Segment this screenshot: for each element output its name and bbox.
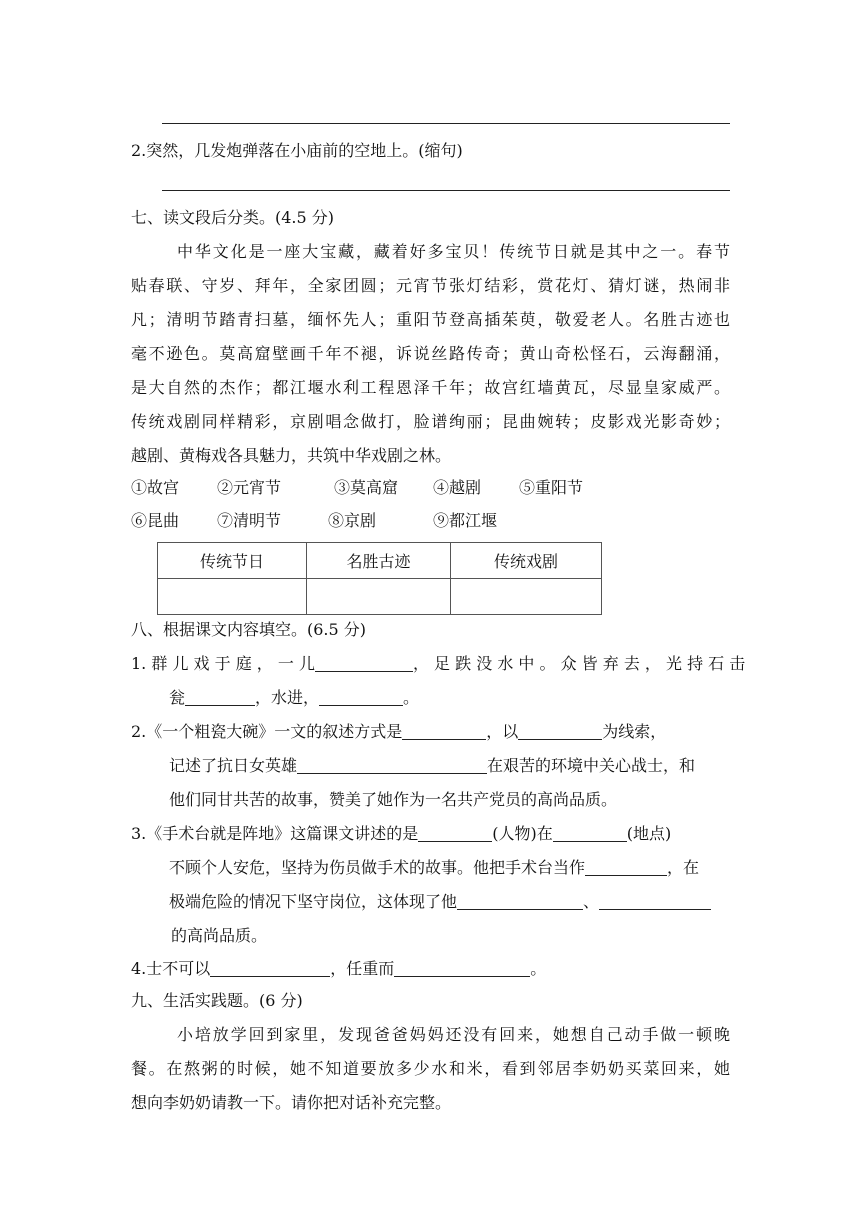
sec7-passage-line: 越剧、黄梅戏各具魅力，共筑中华戏剧之林。 — [131, 446, 452, 465]
q8-3-line-4: 的高尚品质。 — [171, 926, 268, 945]
fill-blank[interactable] — [210, 960, 330, 977]
option-item: ⑥昆曲 — [131, 511, 180, 530]
q8-2-text: ，以 — [486, 722, 519, 741]
option-item: ②元宵节 — [217, 478, 282, 497]
sec9-passage-line: 想向李奶奶请教一下。请你把对话补充完整。 — [131, 1093, 452, 1112]
fill-blank[interactable] — [553, 825, 627, 842]
sec9-heading: 九、生活实践题。(6 分) — [131, 991, 303, 1010]
table-header: 名胜古迹 — [307, 543, 451, 579]
table-header: 传统节日 — [158, 543, 307, 579]
table-header: 传统戏剧 — [451, 543, 602, 579]
fill-blank[interactable] — [315, 655, 413, 672]
sec9-passage-line: 餐。在熬粥的时候，她不知道要放多少水和米，看到邻居李奶奶买菜回来，她 — [131, 1059, 730, 1078]
option-item: ⑨都江堰 — [433, 511, 498, 530]
sec7-passage-line: 中华文化是一座大宝藏，藏着好多宝贝！传统节日就是其中之一。春节 — [177, 242, 730, 261]
sec7-passage-line: 贴春联、守岁、拜年，全家团圆；元宵节张灯结彩，赏花灯、猜灯谜，热闹非 — [131, 276, 730, 295]
option-item: ④越剧 — [433, 478, 482, 497]
q8-4-text: ，任重而 — [330, 959, 395, 978]
fill-blank[interactable] — [599, 893, 711, 910]
fill-blank[interactable] — [394, 960, 530, 977]
q8-3-text: 、 — [583, 892, 600, 911]
q8-3-text: (人物)在 — [492, 824, 553, 843]
option-item: ①故宫 — [131, 478, 180, 497]
q8-3-line-1 — [131, 824, 731, 844]
fill-blank[interactable] — [457, 893, 583, 910]
option-item: ⑦清明节 — [217, 511, 282, 530]
sec7-heading: 七、读文段后分类。(4.5 分) — [131, 208, 335, 227]
sec9-passage-line: 小培放学回到家里，发现爸爸妈妈还没有回来，她想自己动手做一顿晚 — [177, 1025, 730, 1044]
fill-blank[interactable] — [585, 859, 667, 876]
q8-2-text: 为线索， — [602, 722, 667, 741]
fill-blank[interactable] — [402, 723, 486, 740]
q8-1-text: 。 — [403, 688, 420, 707]
q8-1-text: 1. 群 儿 戏 于 庭 ， 一 儿 — [131, 654, 315, 673]
q2-text: 2.突然，几发炮弹落在小庙前的空地上。(缩句) — [131, 141, 463, 160]
sec7-passage-line: 传统戏剧同样精彩，京剧唱念做打，脸谱绚丽；昆曲婉转；皮影戏光影奇妙； — [131, 412, 730, 431]
q8-2-line-3: 他们同甘共苦的故事，赞美了她作为一名共产党员的高尚品质。 — [169, 790, 618, 809]
q8-3-text: 极端危险的情况下坚守岗位，这体现了他 — [169, 892, 458, 911]
sec7-passage-line: 是大自然的杰作；都江堰水利工程恩泽千年；故宫红墙黄瓦，尽显皇家威严。 — [131, 378, 730, 397]
q8-3-line-2 — [169, 858, 769, 878]
option-item: ⑧京剧 — [328, 511, 377, 530]
option-item: ⑤重阳节 — [519, 478, 584, 497]
answer-line-1[interactable] — [162, 123, 730, 124]
fill-blank[interactable] — [297, 757, 487, 774]
q8-2-line-2 — [169, 756, 769, 776]
sec8-heading: 八、根据课文内容填空。(6.5 分) — [131, 620, 367, 639]
sec7-passage-line: 凡；清明节踏青扫墓，缅怀先人；重阳节登高插茱萸，敬爱老人。名胜古迹也 — [131, 310, 730, 329]
fill-blank[interactable] — [418, 825, 492, 842]
q8-2-text: 2.《一个粗瓷大碗》一文的叙述方式是 — [131, 722, 403, 741]
q8-2-line-1 — [131, 722, 731, 742]
answer-line-2[interactable] — [162, 190, 730, 191]
q8-3-text: (地点) — [626, 824, 672, 843]
table-answer-cell[interactable] — [451, 579, 602, 615]
q8-4-text: 。 — [530, 959, 547, 978]
q8-1-text: 瓮 — [169, 688, 186, 707]
q8-1-text: ，水进， — [255, 688, 320, 707]
table-answer-cell[interactable] — [158, 579, 307, 615]
q8-3-text: 不顾个人安危，坚持为伤员做手术的故事。他把手术台当作 — [169, 858, 586, 877]
sec7-passage-line: 毫不逊色。莫高窟壁画千年不褪，诉说丝路传奇；黄山奇松怪石，云海翻涌， — [131, 344, 730, 363]
option-item: ③莫高窟 — [334, 478, 399, 497]
table-answer-cell[interactable] — [307, 579, 451, 615]
q8-4-line — [131, 959, 731, 979]
q8-2-text: 记述了抗日女英雄 — [169, 756, 298, 775]
q8-1-text: ， 足 跌 没 水 中 。 众 皆 弃 去 ， 光 持 石 击 — [412, 654, 746, 673]
q8-4-text: 4.士不可以 — [131, 959, 211, 978]
q8-1-line-2 — [169, 688, 769, 708]
q8-1-line-1 — [131, 654, 746, 674]
classification-table — [157, 542, 602, 615]
fill-blank[interactable] — [518, 723, 602, 740]
q8-3-line-3 — [169, 892, 769, 912]
fill-blank[interactable] — [319, 689, 403, 706]
q8-2-text: 在艰苦的环境中关心战士，和 — [487, 756, 696, 775]
fill-blank[interactable] — [185, 689, 255, 706]
q8-3-text: 3.《手术台就是阵地》这篇课文讲述的是 — [131, 824, 419, 843]
q8-3-text: ，在 — [667, 858, 700, 877]
